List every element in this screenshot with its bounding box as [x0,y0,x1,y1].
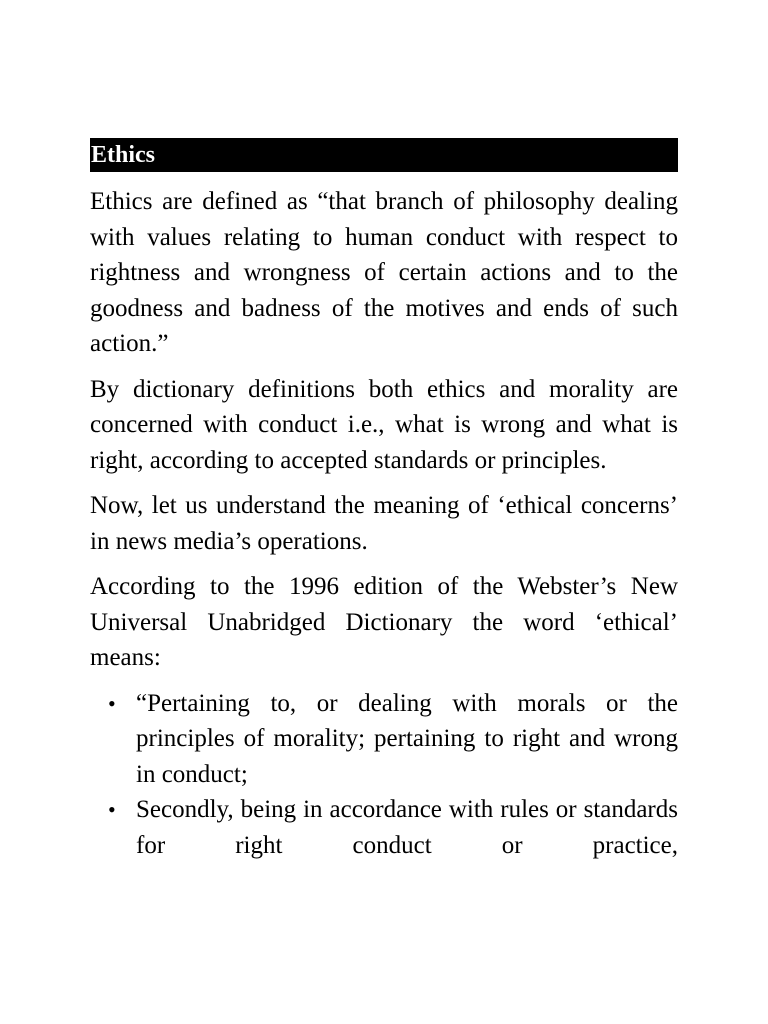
list-item [108,792,678,863]
document-page [90,138,678,863]
list-item [108,686,678,793]
paragraph-websters-definition: According to the 1996 edition of the Webster’s New Universal Unabridged Dictionary the word ‘ethical’ means: [90,573,678,671]
definition-bullet-list [90,686,678,864]
list-item-text: Secondly, being in accordance with rules or standards for right conduct or practice, [136,796,678,859]
bullet-icon: • [108,797,116,822]
paragraph-ethics-definition: Ethics are defined as “that branch of philosophy dealing with values relating to human conduct with respect to rightness and wrongness of certain actions and to the goodness and badness of the motives and ends of such action.” [90,188,678,357]
list-item-text: “Pertaining to, or dealing with morals or the principles of morality; pertaining to right and wrong in conduct; [136,689,678,788]
section-heading: Ethics [90,138,678,172]
paragraph-ethical-concerns: Now, let us understand the meaning of ‘ethical concerns’ in news media’s operations. [90,492,678,555]
paragraph-dictionary-definitions: By dictionary definitions both ethics and morality are concerned with conduct i.e., what is wrong and what is right, according to accepted standards or principles. [90,375,678,474]
bullet-icon: • [108,690,116,716]
